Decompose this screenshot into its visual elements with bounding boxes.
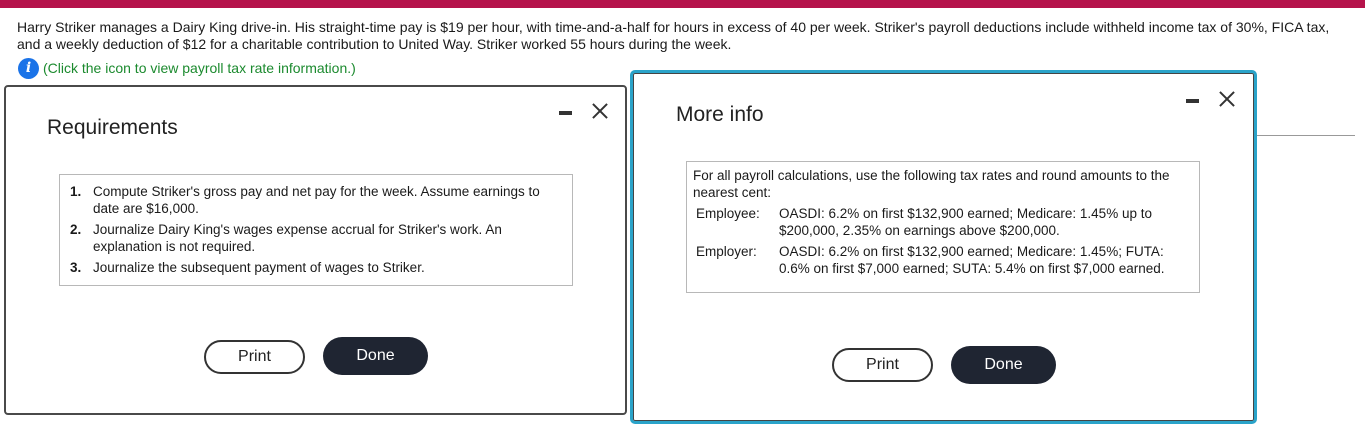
print-button[interactable]: Print <box>204 340 305 374</box>
requirements-dialog <box>4 85 627 415</box>
list-item-number: 3. <box>70 260 82 275</box>
list-item-text: Journalize Dairy King's wages expense accrual for Striker's work. An explanation is not required. <box>93 222 502 254</box>
more-info-dialog <box>630 70 1257 424</box>
rate-label: Employer: <box>696 244 757 259</box>
list-item-text: Compute Striker's gross pay and net pay for the week. Assume earnings to date are $16,000. <box>93 184 540 216</box>
list-item <box>70 259 562 276</box>
requirements-list <box>59 174 573 286</box>
problem-statement: Harry Striker manages a Dairy King drive-in. His straight-time pay is $19 per hour, with time-and-a-half for hours in excess of 40 per week. Striker's payroll deductions include withheld income tax of 30%, FICA tax, and a weekly deduction of $12 for a charitable contribution to United Way. Striker worked 55 hours during the week. <box>17 19 1330 52</box>
list-item <box>70 183 562 217</box>
tax-rate-intro: For all payroll calculations, use the following tax rates and round amounts to the nearest cent: <box>693 168 1170 200</box>
tax-rate-info-box <box>686 161 1200 293</box>
rate-text: OASDI: 6.2% on first $132,900 earned; Medicare: 1.45%; FUTA: 0.6% on first $7,000 earned; SUTA: 5.4% on first $7,000 earned. <box>779 244 1165 276</box>
payroll-info-link[interactable] <box>18 57 356 79</box>
info-link-text[interactable]: (Click the icon to view payroll tax rate information.) <box>43 60 356 76</box>
done-button[interactable]: Done <box>323 337 428 375</box>
close-icon[interactable] <box>1219 91 1235 107</box>
close-icon[interactable] <box>592 103 608 119</box>
list-item-number: 1. <box>70 184 82 199</box>
list-item-number: 2. <box>70 222 82 237</box>
list-item-text: Journalize the subsequent payment of wages to Striker. <box>93 260 425 275</box>
print-button[interactable]: Print <box>832 348 933 382</box>
employer-rate-row <box>693 243 1193 277</box>
minimize-icon[interactable] <box>1186 99 1199 103</box>
minimize-icon[interactable] <box>559 111 572 115</box>
done-button[interactable]: Done <box>951 346 1056 384</box>
employee-rate-row <box>693 205 1193 239</box>
background-divider <box>1256 135 1355 136</box>
list-item <box>70 221 562 255</box>
rate-text: OASDI: 6.2% on first $132,900 earned; Medicare: 1.45% up to $200,000, 2.35% on earnings above $200,000. <box>779 206 1152 238</box>
brand-top-bar <box>0 0 1365 8</box>
rate-label: Employee: <box>696 206 760 221</box>
more-info-title: More info <box>676 103 764 126</box>
info-icon[interactable]: i <box>18 58 39 79</box>
requirements-title: Requirements <box>47 116 178 139</box>
